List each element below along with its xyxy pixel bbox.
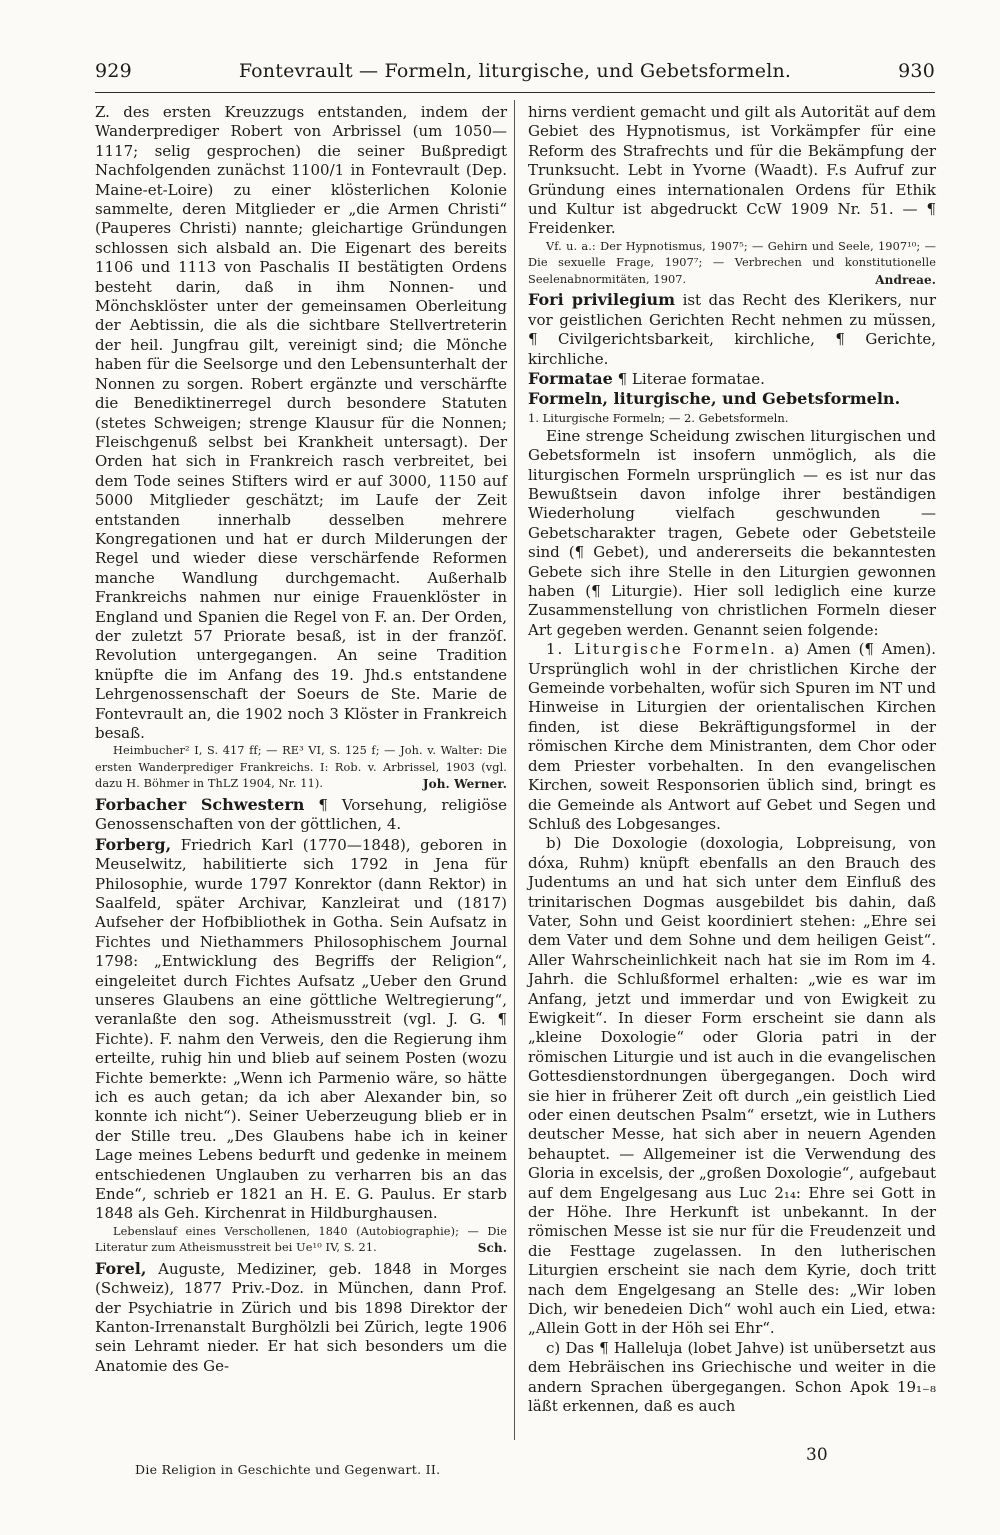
entry-text: ¶ Literae formatae. <box>617 369 765 388</box>
entry-text: Friedrich Karl (1770—1848), geboren in Meuselwitz, habilitierte sich 1792 in Jena für Philosophie, wurde 1797 Konrektor (dann Rektor) in Saalfeld, später Archivar, Kanzleirat und (1817) Aufseher der Hofbibliothek in Gotha. Sein Aufsatz in Fichtes und Niethammers Philosophischem Journal 1798: „Entwicklung des Begriffs der Religion“, eingeleitet durch Fichtes Aufsatz „Ueber den Grund unseres Glaubens an eine göttliche Weltregierung“, veranlaßte den sog. Atheismusstreit (vgl. J. G. ¶ Fichte). F. nahm den Verweis, den die Regierung ihm erteilte, ruhig hin und blieb auf seinem Posten (wozu Fichte bemerkte: „Wenn ich Parmenio wäre, so hätte ich es auch getan; da ich aber Alexander bin, so konnte ich nicht“). Seiner Ueberzeugung blieb er in der Stille treu. „Des Glaubens habe ich in keiner Lage meines Lebens bedurft und gedenke in meinem entschiedenen Unglauben zu verharren bis an das Ende“, schrieb er 1821 an H. E. G. Paulus. Er starb 1848 als Geh. Kirchenrat in Hildburghausen. <box>95 835 507 1223</box>
entry-text: Auguste, Mediziner, geb. 1848 in Morges (Schweiz), 1877 Priv.-Doz. in München, dann Prof. der Psychiatrie in Zürich und bis 1898 Direktor der Kanton-Irrenanstalt Burghölzli bei Zürich, legte 1906 sein Lehramt nieder. Er hat sich besonders um die Anatomie des Ge- <box>95 1259 507 1375</box>
lemma-forbacher: Forbacher Schwestern <box>95 794 305 814</box>
lit-text: Lebenslauf eines Verschollenen, 1840 (Autobiographie); — Die Literatur zum Atheismusstreit bei Ue¹⁰ IV, S. 21. <box>95 1224 507 1255</box>
entry-text: ¶ Vorsehung, religiöse Genossenschaften von der göttlichen, 4. <box>95 795 507 834</box>
column-divider <box>514 100 515 1440</box>
lit-text: Vf. u. a.: Der Hypnotismus, 1907⁵; — Gehirn und Seele, 1907¹⁰; — Die sexuelle Frage, 1907⁷; — Verbrechen und konstitutionelle Seelenabnormitäten, 1907. <box>528 239 936 286</box>
lemma-formeln: Formeln, liturgische, und Gebetsformeln. <box>528 389 901 409</box>
formeln-contents: 1. Liturgische Formeln; — 2. Gebetsformeln. <box>528 410 789 425</box>
entry-forbacher <box>95 795 507 835</box>
footer-publication: Die Religion in Geschichte und Gegenwart. II. <box>135 1462 441 1477</box>
entry-forel <box>95 1259 507 1376</box>
left-column <box>95 103 507 1376</box>
section-text: a) Amen (¶ Amen). Ursprünglich wohl in der christlichen Kirche der Gemeinde vorbehalten, wofür sich Spuren im NT und Hinweise in Liturgien der orientalischen Kirchen finden, ist diese Bekräftigungsformel in der römischen Kirche dem Ministranten, dem Chor oder dem Priester vorbehalten. In den evangelischen Kirchen, soweit Responsorien üblich sind, bringt es die Gemeinde als Antwort auf Gebet und Segen und Schluß des Lobgesanges. <box>528 640 936 833</box>
formeln-section-1 <box>528 640 936 834</box>
entry-formeln-heading <box>528 389 936 409</box>
lemma-forberg: Forberg, <box>95 834 172 854</box>
formeln-halleluja: c) Das ¶ Halleluja (lobet Jahve) ist unübersetzt aus dem Hebräischen ins Griechische und weiter in die andern Sprachen übergegangen. Schon Apok 19₁₋₈ läßt erkennen, daß es auch <box>528 1338 936 1416</box>
entry-forberg <box>95 835 507 1224</box>
literature-forel <box>528 239 936 289</box>
right-column <box>528 103 936 1417</box>
formeln-doxologie: b) Die Doxologie (doxologia, Lobpreisung, von dóxa, Ruhm) knüpft ebenfalls an den Brauch des Judentums an und hat sich unter dem Einfluß des trinitarischen Dogmas ausgebildet bis dahin, daß Vater, Sohn und Geist koordiniert stehen: „Ehre sei dem Vater und dem Sohne und dem heiligen Geist“. Aller Wahrscheinlichkeit nach hat sie im Rom im 4. Jahrh. die Schlußformel erhalten: „wie es war im Anfang, jetzt und immerdar und von Ewigkeit zu Ewigkeit“. In dieser Form erscheint sie dann als „kleine Doxologie“ oder Gloria patri in der römischen Liturgie und ist auch in die evangelischen Gottesdienstordnungen übergegangen. Doch wird sie hier in früherer Zeit oft durch „ein geistlich Lied oder einen deutschen Psalm“ ersetzt, wie in Luthers deutscher Messe, hat sich aber in neuern Agenden behauptet. — Allgemeiner ist die Verwendung des Gloria in excelsis, der „großen Doxologie“, aufgebaut auf dem Engelgesang aus Luc 2₁₄: Ehre sei Gott in der Höhe. Ihre Herkunft ist unbekannt. In der römischen Messe ist sie nur für die Freudenzeit und die Festtage zugelassen. In den lutherischen Liturgien erscheint sie nach dem Kyrie, doch tritt nach dem Engelgesang an Stelle des: „Wir loben Dich, wir benedeien Dich“ wohl auch ein Lied, etwa: „Allein Gott in der Höh sei Ehr“. <box>528 834 936 1338</box>
forel-continuation: hirns verdient gemacht und gilt als Autorität auf dem Gebiet des Hypnotismus, ist Vorkämpfer für eine Reform des Strafrechts und für die Bekämpfung der Trunksucht. Lebt in Yvorne (Waadt). F.s Aufruf zur Gründung eines internationalen Ordens für Ethik und Kultur ist abgedruckt CcW 1909 Nr. 51. — ¶ Freidenker. <box>528 103 936 238</box>
header-rule <box>95 92 935 93</box>
lemma-fori-privilegium: Fori privilegium <box>528 290 676 310</box>
running-title: Fontevrault — Formeln, liturgische, und Gebetsformeln. <box>238 60 792 82</box>
literature-fontevrault <box>95 743 507 793</box>
fontevrault-text: Z. des ersten Kreuzzugs entstanden, indem der Wanderprediger Robert von Arbrissel (um 1050—1117; selig gesprochen) die seiner Bußpredigt Nachfolgenden zunächst 1100/1 in Fontevrault (Dep. Maine-et-Loire) zu einer klösterlichen Kolonie sammelte, deren Mitglieder er „die Armen Christi“ (Pauperes Christi) nannte; gleichartige Gründungen schlossen sich alsbald an. Die Eigenart des bereits 1106 und 1113 von Paschalis II bestätigten Ordens besteht darin, daß in ihm Nonnen- und Mönchsklöster unter der gemeinsamen Oberleitung der Aebtissin, die als die sichtbare Stellvertreterin der heil. Jungfrau gilt, vereinigt sind; die Mönche haben für die Seelsorge und den Lebensunterhalt der Nonnen zu sorgen. Robert ergänzte und verschärfte die Benediktinerregel durch besondere Statuten (stetes Schweigen; strenge Klausur für die Nonnen; Fleischgenuß selbst bei Krankheit untersagt). Der Orden hat sich in Frankreich rasch verbreitet, bei dem Tode seines Stifters wird er auf 3000, 1150 auf 5000 Mitglieder geschätzt; im Laufe der Zeit entstanden innerhalb desselben mehrere Kongregationen und hat er durch Milderungen der Regel und wieder diese verschärfende Reformen manche Wandlung durchgemacht. Außerhalb Frankreichs nahmen nur einige Frauenklöster in England und Spanien die Regel von F. an. Der Orden, der zuletzt 57 Priorate besaß, ist in der franzöſ. Revolution untergegangen. An seine Tradition knüpfte die im Anfang des 19. Jhd.s entstandene Lehrgenossenschaft der Soeurs de Ste. Marie de Fontevrault an, die 1902 noch 3 Klöster in Frankreich besaß. <box>95 103 507 742</box>
entry-fori-privilegium <box>528 290 936 369</box>
entry-formatae <box>528 369 936 389</box>
author-signature: Sch. <box>477 1241 507 1256</box>
author-signature: Joh. Werner. <box>422 777 507 792</box>
lemma-forel: Forel, <box>95 1258 147 1278</box>
section-heading: 1. Liturgische Formeln. <box>546 640 777 659</box>
author-signature: Andreae. <box>875 272 936 287</box>
lit-text: Heimbucher² I, S. 417 ff; — RE³ VI, S. 125 f; — Joh. v. Walter: Die ersten Wanderprediger Frankreichs. I: Rob. v. Arbrissel, 1903 (vgl. dazu H. Böhmer in ThLZ 1904, Nr. 11). <box>95 744 507 791</box>
page-number-left: 929 <box>95 60 132 82</box>
footer-signature-number: 30 <box>806 1445 828 1465</box>
entry-text: ist das Recht des Klerikers, nur vor geistlichen Gerichten Recht nehmen zu müssen, ¶ Civilgerichtsbarkeit, kirchliche, ¶ Gerichte, kirchliche. <box>528 291 936 368</box>
literature-forberg <box>95 1224 507 1257</box>
lemma-formatae: Formatae <box>528 368 613 388</box>
formeln-intro: Eine strenge Scheidung zwischen liturgischen und Gebetsformeln ist insofern unmöglich, als die liturgischen Formeln ursprünglich — es ist nur das Bewußtsein davon infolge ihrer beständigen Wiederholung vielfach geschwunden — Gebetscharakter tragen, Gebete oder Gebetsteile sind (¶ Gebet), und andererseits die bekanntesten Gebete sich ihre Stelle in den Liturgien gewonnen haben (¶ Liturgie). Hier soll lediglich eine kurze Zusammenstellung von christlichen Formeln dieser Art gegeben werden. Genannt seien folgende: <box>528 426 936 639</box>
page-header <box>95 60 935 90</box>
page-number-right: 930 <box>898 60 935 82</box>
